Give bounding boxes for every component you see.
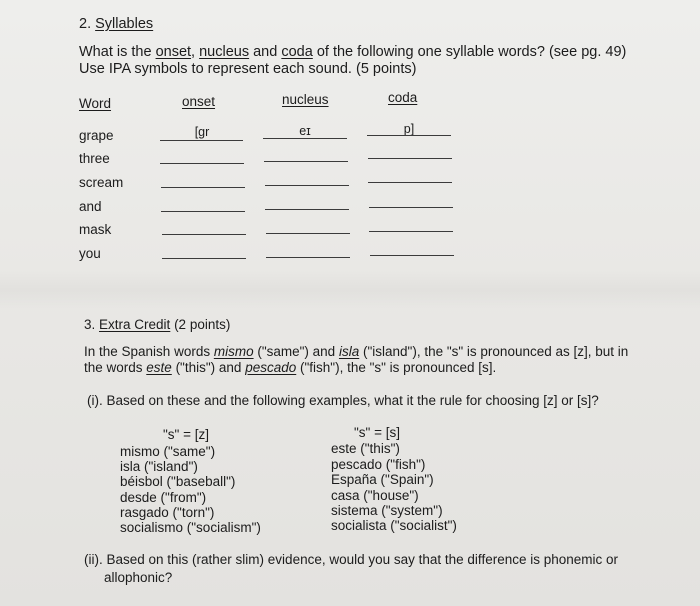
- word-and: and: [79, 199, 102, 214]
- col-header-nucleus: nucleus: [282, 92, 329, 107]
- blank-nucleus-3[interactable]: [265, 185, 349, 186]
- blank-nucleus-4[interactable]: [265, 209, 349, 210]
- q2-title: Syllables: [95, 16, 154, 32]
- answer-grape-coda: p]: [403, 122, 415, 136]
- q3-number: 3.: [84, 317, 96, 332]
- blank-onset-3[interactable]: [161, 187, 245, 188]
- z-example-5: rasgado ("torn"): [120, 505, 215, 520]
- blank-coda-6[interactable]: [370, 255, 454, 256]
- word-grape: grape: [79, 128, 114, 143]
- word-scream: scream: [79, 175, 124, 190]
- blank-coda-2[interactable]: [368, 158, 452, 159]
- blank-onset-2[interactable]: [160, 163, 244, 164]
- q3-heading: [84, 317, 230, 332]
- q3-sub-question-ii-line2: allophonic?: [104, 570, 173, 585]
- z-example-6: socialismo ("socialism"): [120, 520, 261, 535]
- blank-onset-1[interactable]: [160, 140, 243, 141]
- blank-onset-4[interactable]: [161, 211, 245, 212]
- col-header-word: Word: [79, 96, 112, 111]
- s-example-4: casa ("house"): [331, 488, 419, 503]
- q3-sub-question-ii-line1: (ii). Based on this (rather slim) evidence, would you say that the difference is phonemic or: [84, 552, 619, 567]
- blank-coda-5[interactable]: [369, 231, 453, 232]
- q3-sub-question-i: (i). Based on these and the following examples, what it the rule for choosing [z] or [s]?: [87, 393, 599, 408]
- blank-onset-6[interactable]: [162, 258, 246, 259]
- q2-heading: [79, 16, 153, 32]
- z-column-heading: "s" = [z]: [163, 427, 209, 442]
- s-example-2: pescado ("fish"): [331, 457, 426, 472]
- word-three: three: [79, 151, 110, 166]
- blank-nucleus-6[interactable]: [266, 257, 350, 258]
- col-header-coda: coda: [388, 90, 418, 105]
- page-fold-shadow: [0, 270, 700, 310]
- blank-coda-3[interactable]: [368, 182, 452, 183]
- blank-nucleus-5[interactable]: [266, 233, 350, 234]
- col-header-onset: onset: [182, 94, 216, 109]
- blank-onset-5[interactable]: [162, 234, 246, 235]
- z-example-4: desde ("from"): [120, 490, 207, 505]
- q3-points: (2 points): [170, 317, 231, 332]
- q2-prompt-line1: What is the onset, nucleus and coda of the following one syllable words? (see pg. 49): [79, 44, 627, 60]
- answer-grape-onset: [gr: [194, 125, 210, 139]
- word-mask: mask: [79, 222, 112, 237]
- word-you: you: [79, 246, 101, 261]
- s-example-3: España ("Spain"): [331, 472, 434, 487]
- z-example-3: béisbol ("baseball"): [120, 474, 236, 489]
- z-example-1: mismo ("same"): [120, 444, 216, 459]
- q3-paragraph-line2: the words este ("this") and pescado ("fish"), the "s" is pronounced [s].: [84, 360, 497, 375]
- q3-title: Extra Credit: [99, 317, 171, 332]
- blank-coda-1[interactable]: [367, 135, 451, 136]
- q3-paragraph-line1: In the Spanish words mismo ("same") and isla ("island"), the "s" is pronounced as [z], but in: [84, 344, 629, 359]
- answer-grape-nucleus: eɪ: [299, 124, 311, 138]
- q2-number: 2.: [79, 16, 92, 32]
- s-example-5: sistema ("system"): [331, 503, 443, 518]
- z-example-2: isla ("island"): [120, 459, 198, 474]
- s-example-6: socialista ("socialist"): [331, 518, 457, 533]
- blank-coda-4[interactable]: [369, 207, 453, 208]
- s-example-1: este ("this"): [331, 441, 400, 456]
- q2-prompt-line2: Use IPA symbols to represent each sound. (5 points): [79, 61, 417, 77]
- blank-nucleus-1[interactable]: [263, 138, 347, 139]
- s-column-heading: "s" = [s]: [354, 425, 400, 440]
- blank-nucleus-2[interactable]: [264, 161, 348, 162]
